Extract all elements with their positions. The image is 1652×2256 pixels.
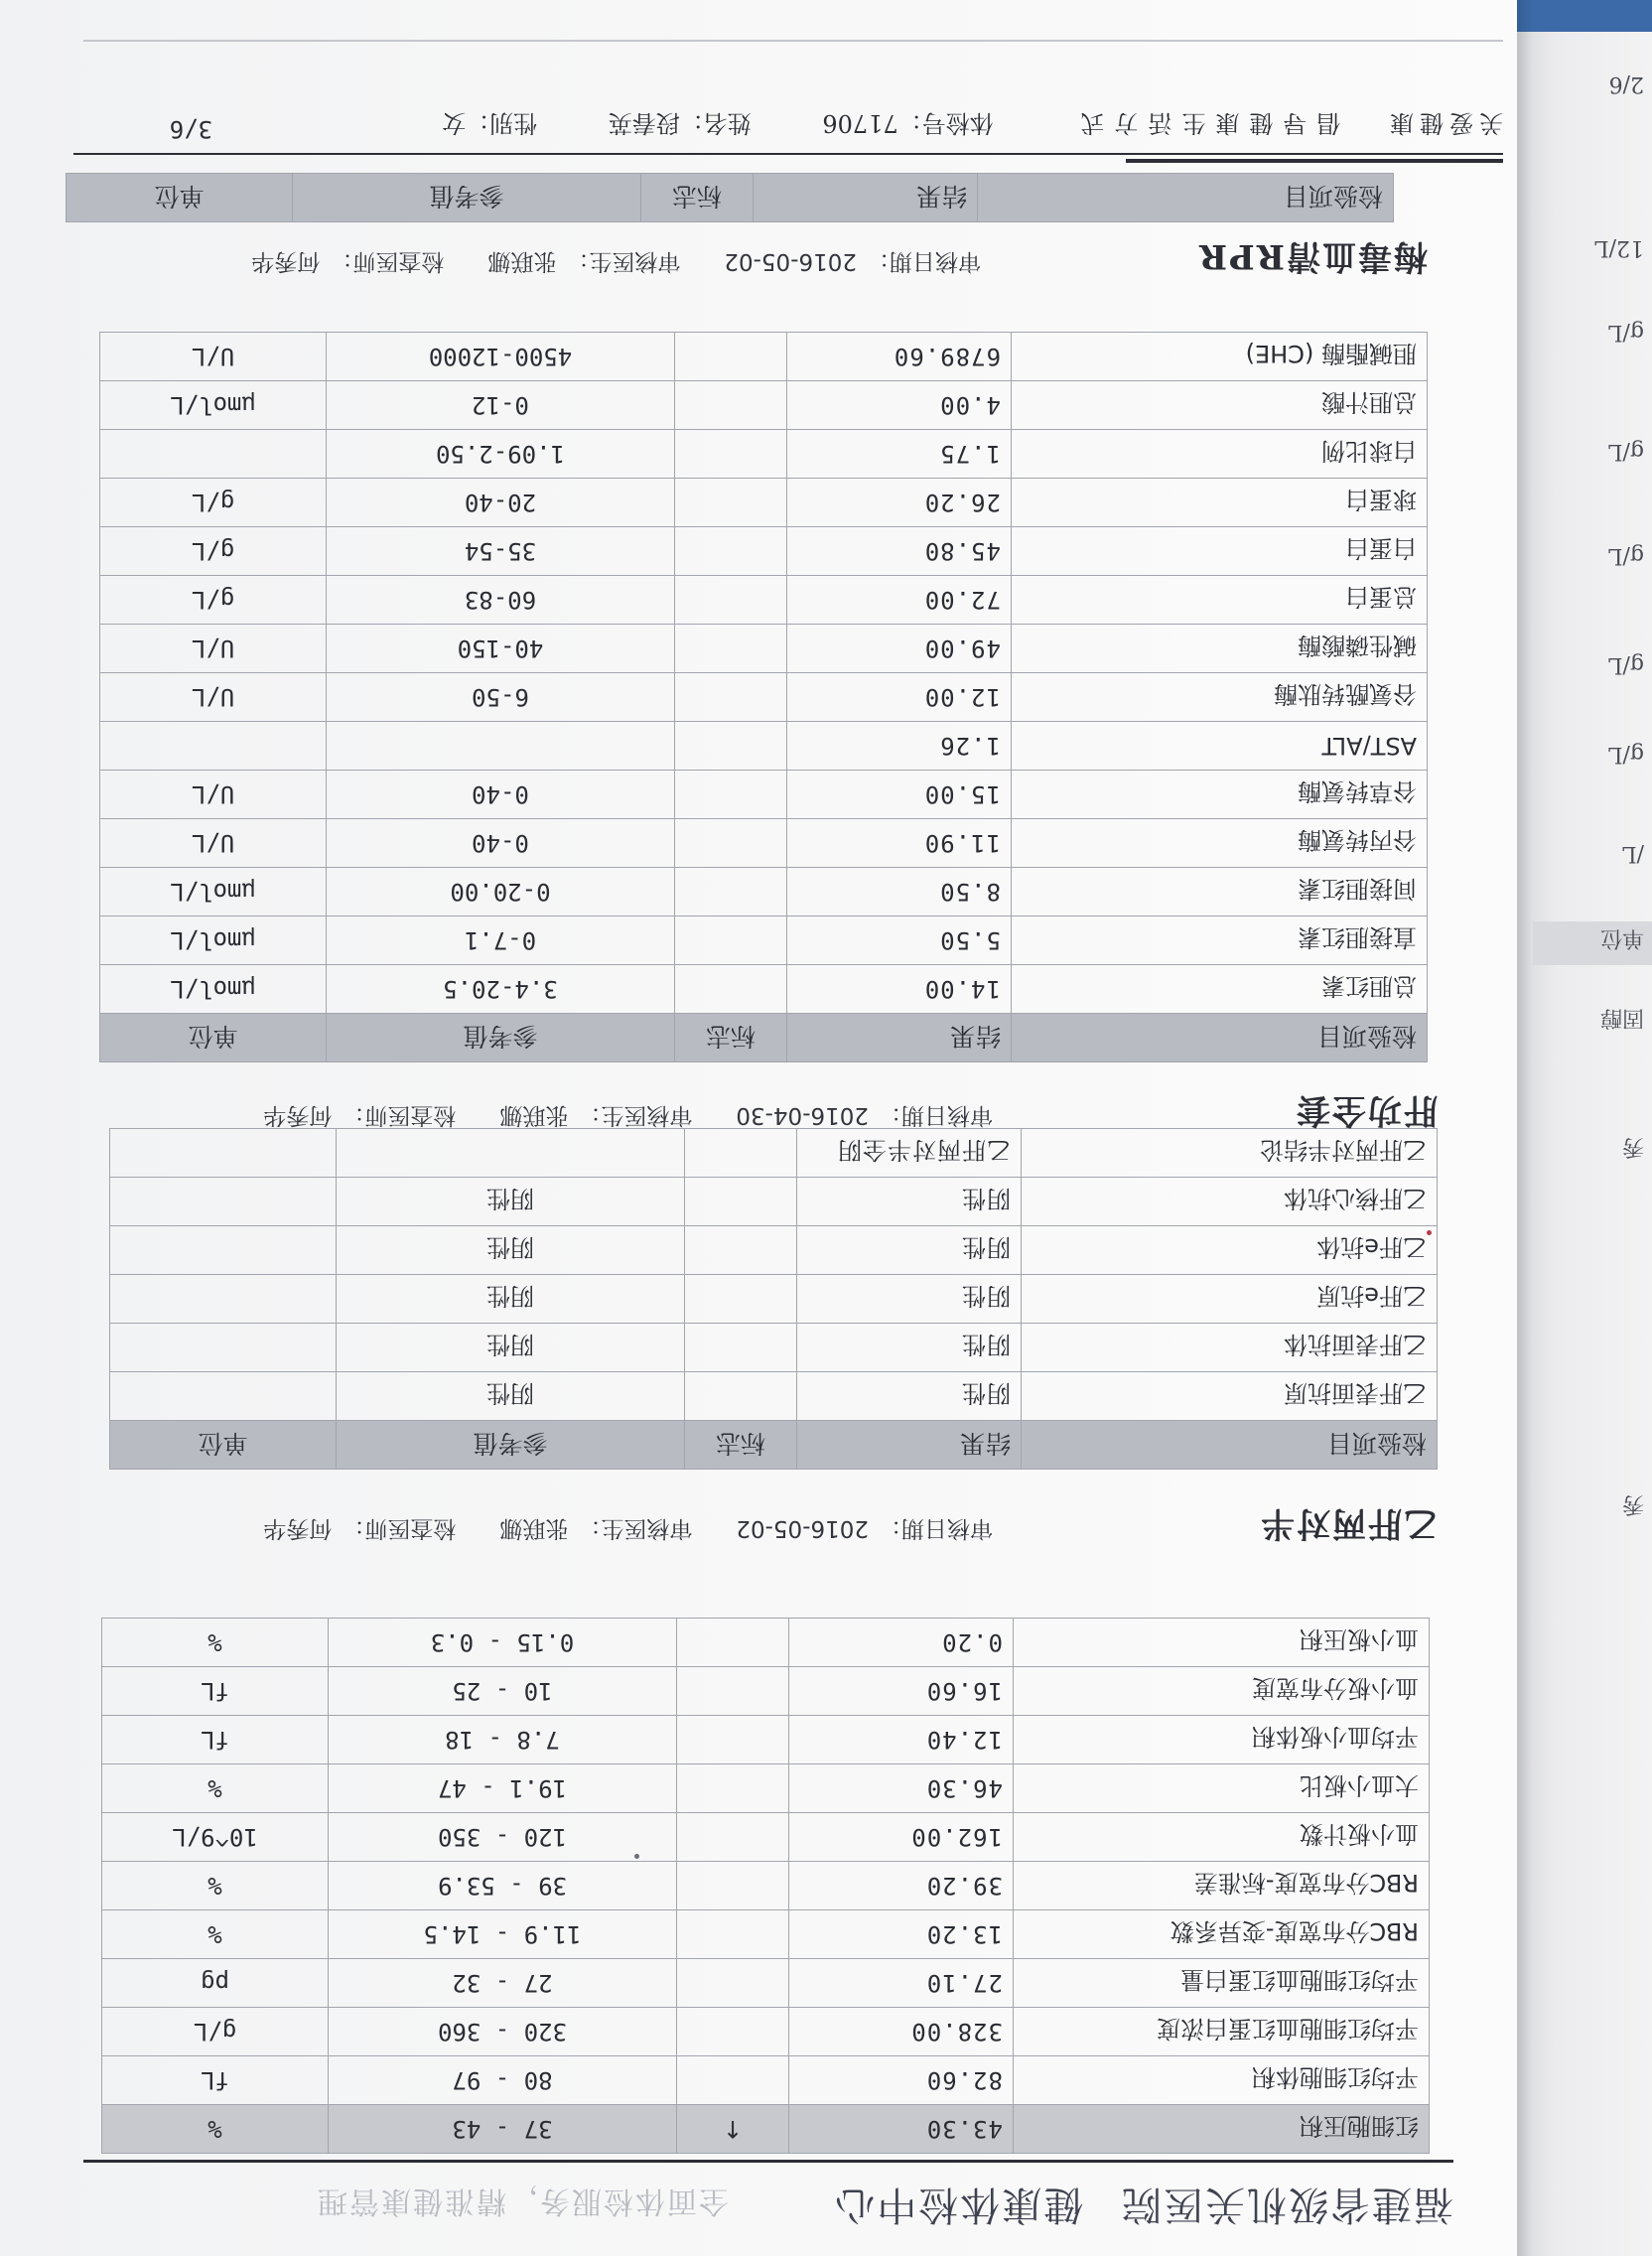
table-row [100,333,1428,381]
cell-item: 血小板压积 [1014,1619,1430,1667]
cell-flag: ↑ [677,2105,789,2154]
section-title-liver-function: 肝功全套 [1295,1090,1438,1130]
cell-result: 阴性 [797,1226,1022,1275]
cell-reference: 20-40 [327,479,675,527]
cell-result: 8.50 [787,868,1012,916]
cell-item: 球蛋白 [1012,479,1428,527]
cell-flag [685,1129,797,1178]
cell-result: 阴性 [797,1372,1022,1421]
cell-reference: 4500-12000 [327,333,675,381]
cell-reference: 0-7.1 [327,916,675,965]
header-reference: 参考值 [293,174,641,222]
adjacent-fragment: 秀 [1621,1134,1644,1159]
table-row [102,1813,1430,1862]
cell-reference: 阴性 [337,1178,685,1226]
table-row [102,1667,1430,1716]
cell-reference: 阴性 [337,1226,685,1275]
liver-function-table [99,332,1428,1062]
adjacent-fragment: g/L [1607,320,1644,345]
exam-no-label: 体检号： [897,109,994,137]
cell-flag [677,1813,789,1862]
cell-reference: 37 - 43 [329,2105,677,2154]
auditor-label: 审核医生： [578,1102,693,1128]
audit-date: 2016-04-30 [736,1102,869,1128]
cell-flag [685,1372,797,1421]
cell-result: 乙肝两对半全阴 [797,1129,1022,1178]
audit-date-label: 审核日期： [879,1102,993,1128]
examiner: 何秀华 [263,1102,333,1128]
cell-result: 1.75 [787,430,1012,479]
cell-flag [675,333,787,381]
cell-reference: 39 - 53.9 [329,1862,677,1910]
cell-unit: U/L [100,673,327,722]
cell-result: 14.00 [787,965,1012,1014]
table-row [100,819,1428,868]
cell-flag [675,868,787,916]
cell-reference: 40-150 [327,625,675,673]
cell-unit: μmol/L [100,965,327,1014]
table-header-row [100,1014,1428,1062]
cell-result: 15.00 [787,771,1012,819]
header-unit: 单位 [67,174,293,222]
cell-flag [677,2056,789,2105]
cell-result: 328.00 [789,2008,1014,2056]
header-unit: 单位 [100,1014,327,1062]
syphilis-meta [241,247,981,280]
cell-flag [675,381,787,430]
cell-result: 6789.60 [787,333,1012,381]
cell-flag [685,1226,797,1275]
cell-item: 间接胆红素 [1012,868,1428,916]
cell-flag [677,1764,789,1813]
cell-unit: 10^9/L [102,1813,329,1862]
header-reference: 参考值 [327,1014,675,1062]
cell-item: 白蛋白 [1012,527,1428,576]
header-flag: 标志 [641,174,754,222]
cell-reference: 阴性 [337,1275,685,1324]
cell-item: 直接胆红素 [1012,916,1428,965]
cell-item: 胆碱酯酶 (CHE) [1012,333,1428,381]
table-row [100,771,1428,819]
cell-flag [677,1619,789,1667]
adjacent-page-header-band [1517,0,1652,32]
cell-unit [110,1275,337,1324]
adjacent-fragment: 12/L [1593,235,1644,260]
table-row [100,479,1428,527]
gender-label: 性别： [466,109,538,137]
cell-item: AST/ALT [1012,722,1428,771]
cell-reference: 60-83 [327,576,675,625]
liver-function-meta [253,1101,993,1134]
cell-reference: 阴性 [337,1372,685,1421]
cell-flag [685,1178,797,1226]
cell-reference: 阴性 [337,1324,685,1372]
cell-reference: 0-12 [327,381,675,430]
table-row [100,576,1428,625]
cell-result: 13.20 [789,1910,1014,1959]
cell-reference: 27 - 32 [329,1959,677,2008]
cell-result: 阴性 [797,1275,1022,1324]
cell-unit: g/L [100,576,327,625]
cell-item: 碱性磷酸酶 [1012,625,1428,673]
page-edge-rule [83,40,1503,42]
cell-flag [677,1959,789,2008]
center-name: 健康体检中心 [833,2182,1084,2227]
cell-item: 平均血小板体积 [1014,1716,1430,1764]
cell-reference: 80 - 97 [329,2056,677,2105]
cell-item: 白球比例 [1012,430,1428,479]
cell-result: 27.10 [789,1959,1014,2008]
table-row [102,1619,1430,1667]
cell-reference: 10 - 25 [329,1667,677,1716]
cell-result: 162.00 [789,1813,1014,1862]
header-item: 检验项目 [978,174,1394,222]
cell-item: 平均红细胞血红蛋白量 [1014,1959,1430,2008]
cell-flag [685,1275,797,1324]
cell-flag [675,965,787,1014]
auditor-label: 审核医生： [578,1515,693,1541]
cell-item: 乙肝e抗原 [1022,1275,1438,1324]
cell-unit: U/L [100,333,327,381]
cell-result: 39.20 [789,1862,1014,1910]
hospital-header [811,2180,1453,2236]
cell-item: RBC分布宽度-变异系数 [1014,1910,1430,1959]
examiner-label: 检查医师： [330,248,445,274]
table-row [102,1959,1430,2008]
table-row [102,2008,1430,2056]
cell-reference: 35-54 [327,527,675,576]
auditor: 张联娜 [499,1102,569,1128]
cell-reference [327,722,675,771]
cell-flag [677,1862,789,1910]
table-row [102,1716,1430,1764]
cell-unit: % [102,1764,329,1813]
cell-result: 1.26 [787,722,1012,771]
header-flag: 标志 [675,1014,787,1062]
cell-item: 总蛋白 [1012,576,1428,625]
cell-flag [675,527,787,576]
footer-divider [73,153,1503,155]
cell-result: 4.00 [787,381,1012,430]
cell-item: 乙肝两对半结论 [1022,1129,1438,1178]
cell-reference: 1.09-2.50 [327,430,675,479]
adjacent-fragment: g/L [1607,439,1644,464]
cell-item: 红细胞压积 [1014,2105,1430,2154]
cell-unit: pg [102,1959,329,2008]
adjacent-page-number: 2/6 [1608,71,1644,96]
cell-flag [675,819,787,868]
table-row [100,868,1428,916]
cell-item: 大血小板比 [1014,1764,1430,1813]
cell-flag [675,916,787,965]
cell-unit: g/L [102,2008,329,2056]
cell-result: 43.30 [789,2105,1014,2154]
header-item: 检验项目 [1022,1421,1438,1470]
cell-result: 72.00 [787,576,1012,625]
table-row [102,1910,1430,1959]
page-fold-shadow [1517,0,1533,2256]
cell-result: 0.20 [789,1619,1014,1667]
table-row [102,1764,1430,1813]
audit-date: 2016-05-02 [724,248,857,274]
section-title-hepatitis-b: 乙肝两对半 [1259,1503,1438,1543]
cell-unit: fL [102,2056,329,2105]
cell-reference: 0-40 [327,771,675,819]
auditor: 张联娜 [487,248,557,274]
cell-item: 乙肝核心抗体 [1022,1178,1438,1226]
cell-flag [677,1667,789,1716]
patient-name: 段春英 [608,109,680,137]
cell-flag [675,771,787,819]
cell-item: 谷丙转氨酶 [1012,819,1428,868]
examiner: 何秀华 [263,1515,333,1541]
cell-reference: 3.4-20.5 [327,965,675,1014]
cell-unit: U/L [100,625,327,673]
table-row [102,2056,1430,2105]
cell-item: RBC分布宽度-标准差 [1014,1862,1430,1910]
cell-flag [677,1716,789,1764]
auditor: 张联娜 [499,1515,569,1541]
table-row [102,1862,1430,1910]
cell-item: 血小板分布宽度 [1014,1667,1430,1716]
cell-flag [675,625,787,673]
cell-reference: 6-50 [327,673,675,722]
adjacent-fragment: 秀 [1621,1491,1644,1516]
audit-date-label: 审核日期： [867,248,981,274]
cell-reference: 120 - 350 [329,1813,677,1862]
cell-item: 血小板计数 [1014,1813,1430,1862]
cell-reference: 320 - 360 [329,2008,677,2056]
cell-flag [677,2008,789,2056]
table-header-row [110,1421,1438,1470]
page-footer [442,108,1503,143]
cell-unit: g/L [100,479,327,527]
cell-reference [337,1129,685,1178]
cell-item: 乙肝表面抗体 [1022,1324,1438,1372]
cell-reference: 19.1 - 47 [329,1764,677,1813]
adjacent-fragment: g/L [1607,742,1644,767]
header-result: 结果 [787,1014,1012,1062]
cell-result: 49.00 [787,625,1012,673]
cell-item: 谷草转氨酶 [1012,771,1428,819]
cell-item: 总胆汁酸 [1012,381,1428,430]
cell-flag [677,1910,789,1959]
cell-result: 45.80 [787,527,1012,576]
table-row [100,673,1428,722]
table-row [110,1129,1438,1178]
cell-flag [675,673,787,722]
cell-item: 平均红细胞血红蛋白浓度 [1014,2008,1430,2056]
cell-item: 乙肝e抗体 [1022,1226,1438,1275]
cell-unit [110,1129,337,1178]
footer-brand: 关爱健康 [1384,109,1503,137]
cell-result: 16.60 [789,1667,1014,1716]
adjacent-fragment: /L [1621,841,1644,866]
cell-flag [675,479,787,527]
table-row [100,965,1428,1014]
table-row [100,916,1428,965]
cell-unit: % [102,1862,329,1910]
cell-unit: U/L [100,819,327,868]
audit-date-label: 审核日期： [879,1515,993,1541]
table-row [100,625,1428,673]
cell-unit [110,1372,337,1421]
cell-item: 乙肝表面抗原 [1022,1372,1438,1421]
table-row [110,1372,1438,1421]
cell-reference: 7.8 - 18 [329,1716,677,1764]
table-row [100,722,1428,771]
hospital-slogan: 全面体检服务，精准健康管理 [316,2184,729,2218]
table-row [110,1178,1438,1226]
section-title-syphilis: 梅毒血清RPR [1196,236,1428,276]
header-flag: 标志 [685,1421,797,1470]
cell-unit: g/L [100,527,327,576]
cell-reference: 0.15 - 0.3 [329,1619,677,1667]
cell-unit [100,722,327,771]
table-row [100,430,1428,479]
cell-unit [110,1178,337,1226]
header-unit: 单位 [110,1421,337,1470]
cell-item: 总胆红素 [1012,965,1428,1014]
header-divider [83,2160,1453,2163]
examiner-label: 检查医师： [342,1515,457,1541]
table-header-row [67,174,1394,222]
cell-item: 平均红细胞体积 [1014,2056,1430,2105]
hepatitis-b-meta [253,1514,993,1547]
adjacent-fragment: g/L [1607,543,1644,568]
table-row [110,1324,1438,1372]
page-number: 3/6 [169,115,212,143]
cell-reference: 0-20.00 [327,868,675,916]
cell-result: 11.90 [787,819,1012,868]
cell-result: 82.60 [789,2056,1014,2105]
cell-unit: μmol/L [100,381,327,430]
cell-result: 46.30 [789,1764,1014,1813]
blood-routine-table [101,1618,1430,2154]
cell-result: 阴性 [797,1324,1022,1372]
cell-flag [675,576,787,625]
cell-reference: 11.9 - 14.5 [329,1910,677,1959]
cell-flag [675,430,787,479]
auditor-label: 审核医生： [566,248,681,274]
cell-unit: μmol/L [100,916,327,965]
cell-result: 5.50 [787,916,1012,965]
table-row [102,2105,1430,2154]
cell-result: 26.20 [787,479,1012,527]
cell-reference: 0-40 [327,819,675,868]
cell-result: 阴性 [797,1178,1022,1226]
hepatitis-b-table [109,1128,1438,1470]
cell-unit [100,430,327,479]
header-result: 结果 [797,1421,1022,1470]
audit-date: 2016-05-02 [736,1515,869,1541]
footer-slogan: 倡导健康生活方式 [1070,109,1341,137]
cell-unit: fL [102,1667,329,1716]
ink-dot [634,1854,639,1859]
adjacent-fragment: 单位 [1599,925,1644,950]
name-label: 姓名： [679,109,752,137]
adjacent-fragment: g/L [1607,652,1644,677]
cell-unit: % [102,1619,329,1667]
ink-dot [1427,1230,1432,1235]
header-result: 结果 [754,174,978,222]
cell-unit: U/L [100,771,327,819]
cell-unit: % [102,2105,329,2154]
cell-unit: μmol/L [100,868,327,916]
exam-no: 71706 [822,109,898,137]
cell-flag [675,722,787,771]
examiner-label: 检查医师： [342,1102,457,1128]
table-row [110,1275,1438,1324]
cell-result: 12.40 [789,1716,1014,1764]
table-row [100,381,1428,430]
cell-unit: fL [102,1716,329,1764]
header-reference: 参考值 [337,1421,685,1470]
table-row [100,527,1428,576]
footer-accent-bar [1126,159,1503,163]
cell-flag [685,1324,797,1372]
cell-unit [110,1226,337,1275]
patient-gender: 女 [442,109,467,137]
adjacent-fragment: 固醇 [1599,1005,1644,1030]
cell-unit [110,1324,337,1372]
table-row [110,1226,1438,1275]
examiner: 何秀华 [251,248,321,274]
syphilis-table [66,173,1394,222]
cell-unit: % [102,1910,329,1959]
hospital-name: 福建省级机关医院 [1120,2182,1453,2227]
cell-result: 12.00 [787,673,1012,722]
adjacent-page-strip [1517,0,1652,2256]
cell-item: 谷氨酰转肽酶 [1012,673,1428,722]
header-item: 检验项目 [1012,1014,1428,1062]
